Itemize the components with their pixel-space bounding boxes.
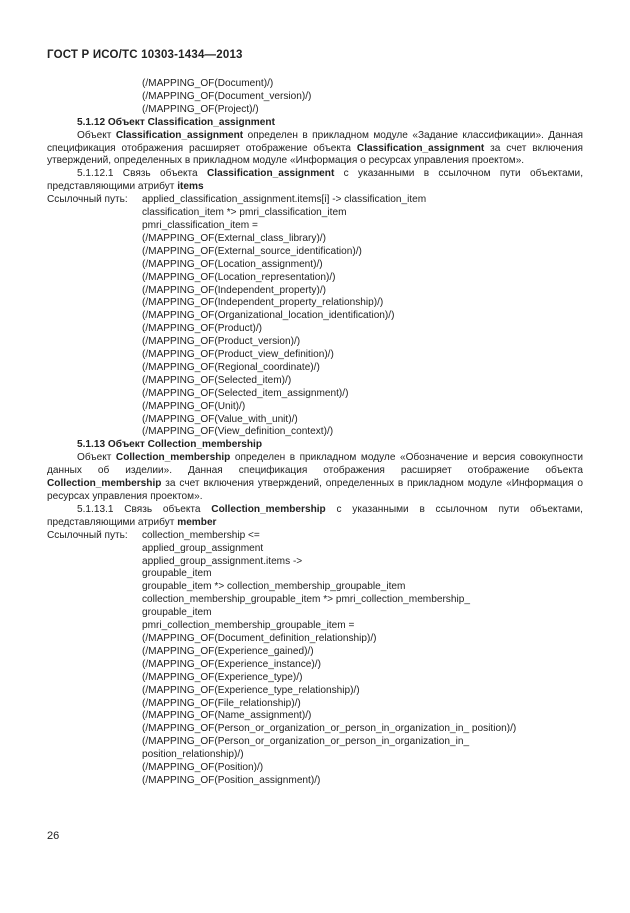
mapping-line: (/MAPPING_OF(Location_assignment)/) [142,258,323,270]
mapping-line: (/MAPPING_OF(Independent_property_relationship)/) [142,297,384,309]
mapping-line: (/MAPPING_OF(External_class_library)/) [142,232,326,244]
mapping-line: (/MAPPING_OF(Position)/) [142,762,264,774]
reference-path-lines [47,543,583,788]
reference-path-line: applied_classification_assignment.items[i] -> classification_item [142,194,427,206]
section-paragraph: Объект Collection_membership определен в прикладном модуле «Обозначение и версия совокупности данных об изделии». Данная спецификация отображения расширяет отображение объекта Collection_membership за счет включения утверждений, определенных в прикладном модуле «Информация о ресурсах управления проектом». [47,452,583,502]
mapping-line: (/MAPPING_OF(Product)/) [142,323,263,335]
mapping-line: classification_item *> pmri_classification_item [142,207,347,219]
mapping-line: groupable_item [142,607,212,619]
mapping-line: (/MAPPING_OF(Experience_instance)/) [142,658,321,670]
reference-path-row [47,530,583,543]
mapping-line: (/MAPPING_OF(Unit)/) [142,400,246,412]
mapping-line: (/MAPPING_OF(External_source_identification)/) [142,245,362,257]
reference-path-line: collection_membership <= [142,529,260,541]
document-header: ГОСТ Р ИСО/ТС 10303-1434—2013 [47,49,243,61]
mapping-line: (/MAPPING_OF(Product_view_definition)/) [142,349,334,361]
mapping-line: groupable_item *> collection_membership_groupable_item [142,581,406,593]
mapping-line: (/MAPPING_OF(Location_representation)/) [142,271,336,283]
mapping-line: (/MAPPING_OF(Selected_item_assignment)/) [142,387,349,399]
mapping-line: collection_membership_groupable_item *> pmri_collection_membership_ [142,594,470,606]
mapping-line: position_relationship)/) [142,749,244,761]
reference-path-lines [47,207,583,439]
page-number: 26 [47,830,60,842]
mapping-line: groupable_item [142,568,212,580]
reference-path-label: Ссылочный путь: [47,194,128,206]
mapping-line: applied_group_assignment.items -> [142,555,303,567]
mapping-line: (/MAPPING_OF(File_relationship)/) [142,697,301,709]
mapping-line: (/MAPPING_OF(Experience_type_relationship)/) [142,684,360,696]
mapping-line: (/MAPPING_OF(Organizational_location_identification)/) [142,310,395,322]
mapping-line: (/MAPPING_OF(Experience_type)/) [142,671,303,683]
mapping-line: (/MAPPING_OF(View_definition_context)/) [142,426,334,438]
subsection-paragraph: 5.1.13.1 Связь объекта Collection_membership с указанными в ссылочном пути объектами, представляющими атрибут member [47,503,583,528]
section-paragraph: Объект Classification_assignment определен в прикладном модуле «Задание классификации». Данная спецификация отображения расширяет отображение объекта Classification_assignment за счет включения утверждений, определенных в прикладном модуле «Информация о ресурсах управления проектом». [47,129,583,167]
mapping-line: pmri_collection_membership_groupable_item = [142,620,355,632]
mapping-line: (/MAPPING_OF(Experience_gained)/) [142,645,314,657]
mapping-line: applied_group_assignment [142,542,264,554]
mapping-line: (/MAPPING_OF(Person_or_organization_or_person_in_organization_in_ [142,736,470,748]
mapping-line: (/MAPPING_OF(Regional_coordinate)/) [142,361,320,373]
mapping-line: (/MAPPING_OF(Name_assignment)/) [142,710,312,722]
reference-path-label: Ссылочный путь: [47,529,128,541]
section-heading: 5.1.13 Объект Collection_membership [77,439,263,451]
mapping-line: (/MAPPING_OF(Product_version)/) [142,336,301,348]
reference-path-row [47,194,583,207]
mapping-line: (/MAPPING_OF(Person_or_organization_or_person_in_organization_in_ position)/) [142,723,517,735]
mapping-line: (/MAPPING_OF(Project)/) [142,103,259,115]
mapping-line: (/MAPPING_OF(Document)/) [142,78,274,89]
mapping-line: pmri_classification_item = [142,219,258,231]
mapping-line: (/MAPPING_OF(Value_with_unit)/) [142,413,298,425]
subsection-paragraph: 5.1.12.1 Связь объекта Classification_assignment с указанными в ссылочном пути объектами, представляющими атрибут items [47,168,583,193]
mapping-line: (/MAPPING_OF(Selected_item)/) [142,374,292,386]
mapping-line: (/MAPPING_OF(Position_assignment)/) [142,774,321,786]
mapping-line: (/MAPPING_OF(Document_definition_relationship)/) [142,632,377,644]
page-content [47,78,583,788]
mapping-line: (/MAPPING_OF(Independent_property)/) [142,284,327,296]
section-heading: 5.1.12 Объект Classification_assignment [77,116,275,128]
mapping-line: (/MAPPING_OF(Document_version)/) [142,90,312,102]
